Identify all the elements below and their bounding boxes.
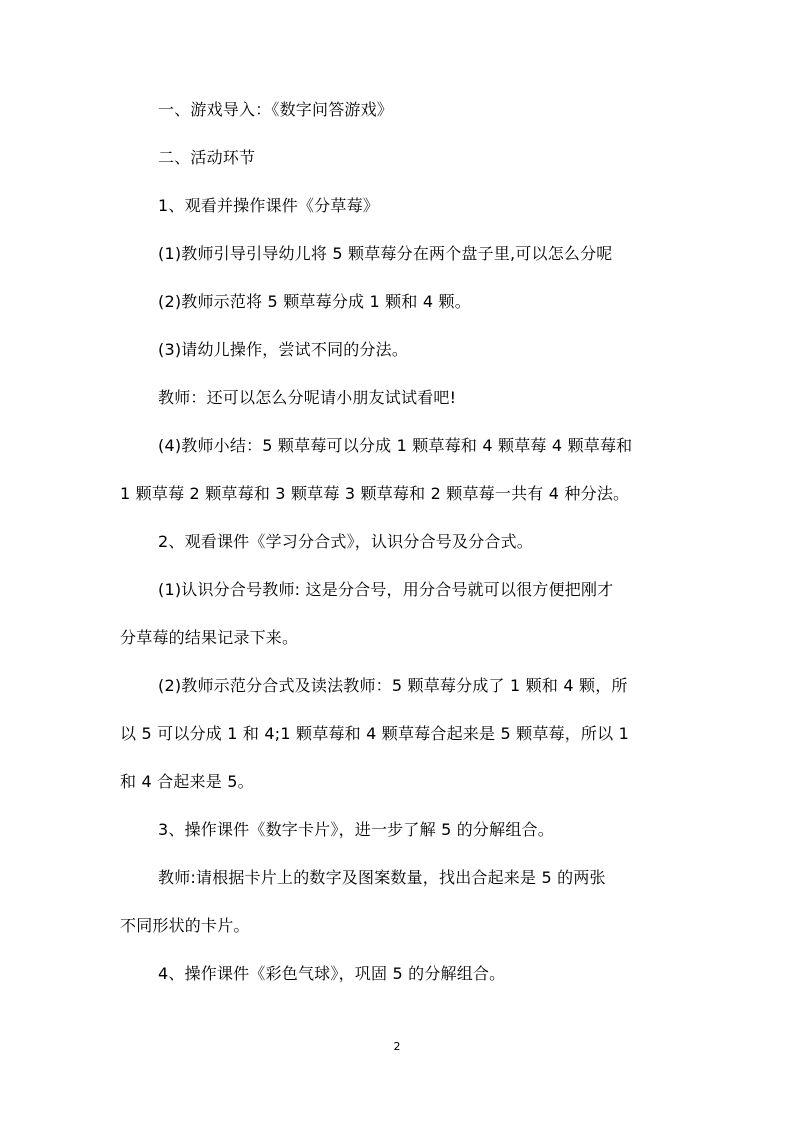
paragraph-line: 教师：还可以怎么分呢请小朋友试试看吧!: [158, 388, 457, 407]
paragraph-line: (2)教师示范将 5 颗草莓分成 1 颗和 4 颗。: [158, 292, 471, 311]
paragraph-line: 和 4 合起来是 5。: [120, 772, 254, 791]
paragraph-line: (2)教师示范分合式及读法教师：5 颗草莓分成了 1 颗和 4 颗，所: [158, 676, 628, 695]
step-heading-balloons: 4、操作课件《彩色气球》，巩固 5 的分解组合。: [158, 964, 506, 983]
step-heading-formula: 2、观看课件《学习分合式》，认识分合号及分合式。: [158, 532, 533, 551]
section-heading-game-intro: 一、游戏导入：《数字问答游戏》: [158, 100, 394, 119]
paragraph-line: 以 5 可以分成 1 和 4;1 颗草莓和 4 颗草莓合起来是 5 颗草莓，所以 1: [120, 724, 629, 743]
step-heading-number-cards: 3、操作课件《数字卡片》，进一步了解 5 的分解组合。: [158, 820, 554, 839]
paragraph-line: (3)请幼儿操作，尝试不同的分法。: [158, 340, 409, 359]
paragraph-line: (1)教师引导引导幼儿将 5 颗草莓分在两个盘子里,可以怎么分呢: [158, 244, 613, 263]
page-number: 2: [393, 1040, 401, 1053]
paragraph-line: (1)认识分合号教师: 这是分合号，用分合号就可以很方便把刚才: [158, 580, 614, 599]
step-heading-strawberry: 1、观看并操作课件《分草莓》: [158, 196, 379, 215]
paragraph-line: (4)教师小结：5 颗草莓可以分成 1 颗草莓和 4 颗草莓 4 颗草莓和: [158, 436, 633, 455]
section-heading-activity: 二、活动环节: [158, 148, 256, 167]
paragraph-line: 分草莓的结果记录下来。: [120, 628, 299, 647]
paragraph-line: 不同形状的卡片。: [120, 916, 250, 935]
paragraph-line: 教师:请根据卡片上的数字及图案数量，找出合起来是 5 的两张: [158, 868, 606, 887]
paragraph-line: 1 颗草莓 2 颗草莓和 3 颗草莓 3 颗草莓和 2 颗草莓一共有 4 种分法。: [120, 484, 630, 503]
